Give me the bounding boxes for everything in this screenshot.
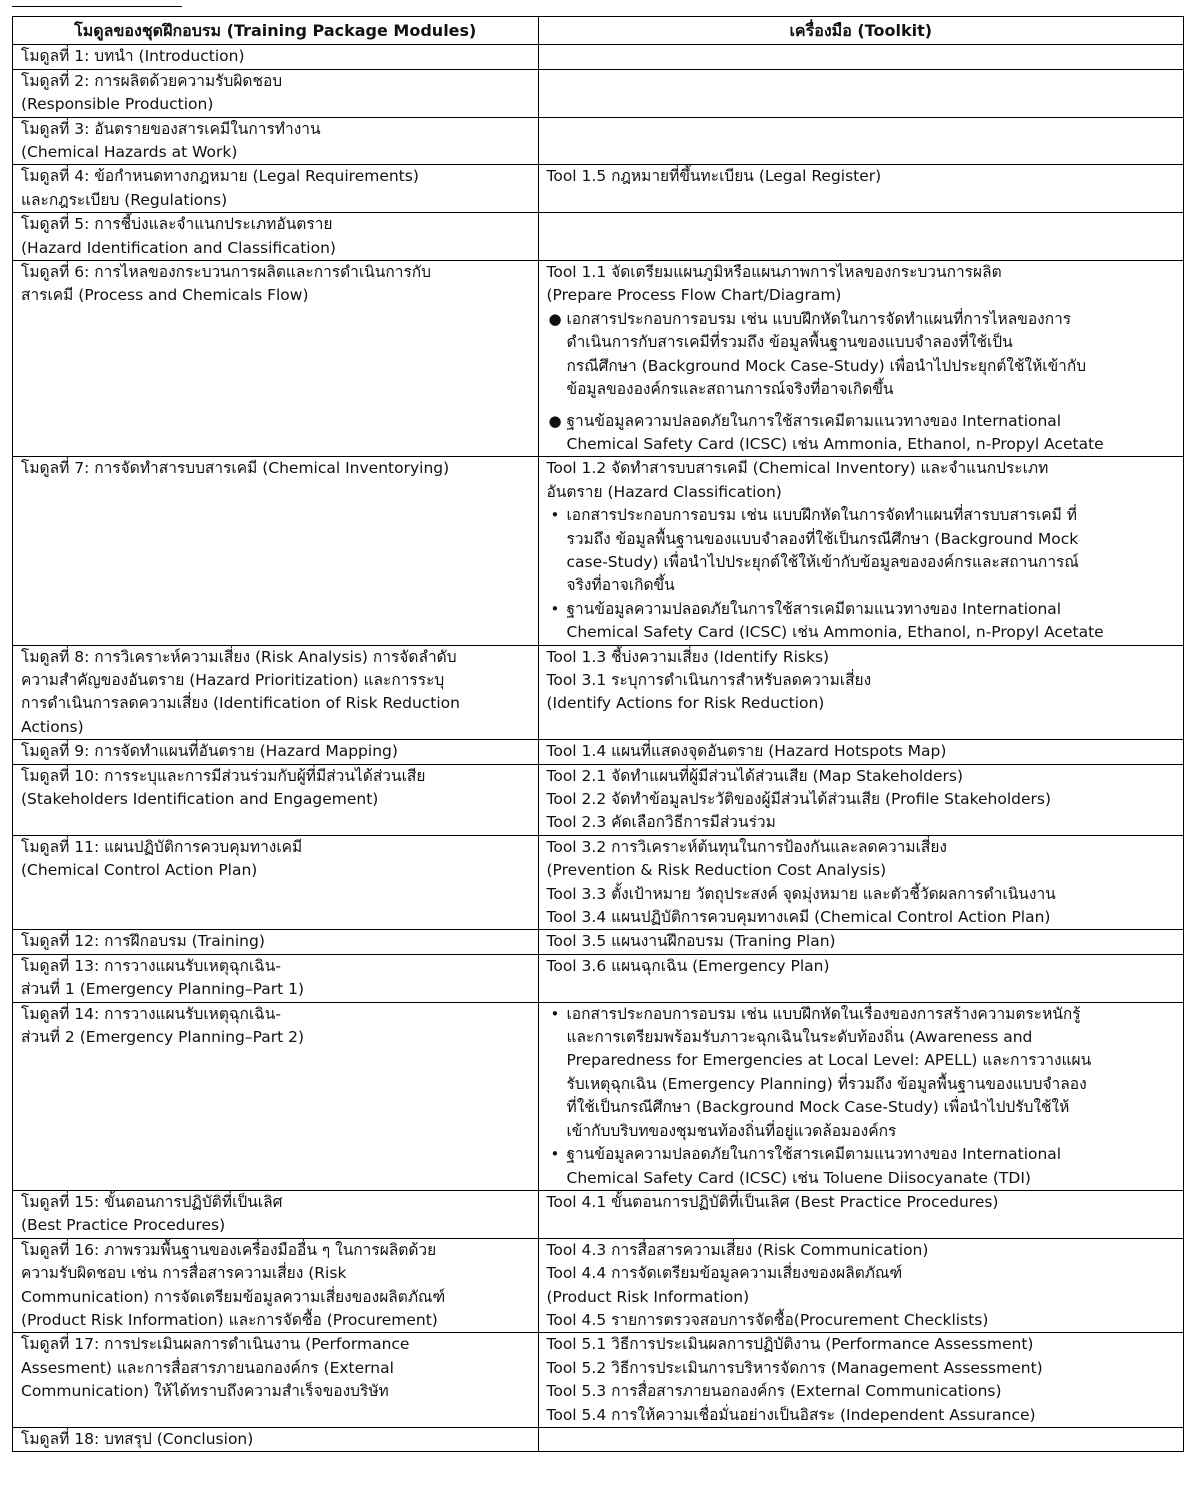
bullet-item [567, 308, 1176, 402]
tool-text: Tool 3.4 แผนปฏิบัติการควบคุมทางเคมี (Chemical Control Action Plan) [546, 908, 1051, 927]
toolkit-column-header: เครื่องมือ (Toolkit) [538, 17, 1184, 45]
module-text: โมดูลที่ 10: การระบุและการมีส่วนร่วมกับผู้ที่มีส่วนได้ส่วนเสีย [21, 766, 426, 785]
toolkit-cell [538, 1238, 1184, 1333]
module-cell [13, 1002, 539, 1190]
tool-text: Tool 1.2 จัดทำสารบบสารเคมี (Chemical Inventory) และจำแนกประเภท [546, 459, 1049, 478]
tool-text: Tool 4.1 ขั้นตอนการปฏิบัติที่เป็นเลิศ (Best Practice Procedures) [546, 1192, 999, 1211]
module-cell [13, 1238, 539, 1333]
bullet-list [547, 308, 1176, 456]
module-cell [13, 740, 539, 764]
module-text: โมดูลที่ 8: การวิเคราะห์ความเสี่ยง (Risk Analysis) การจัดลำดับ [21, 647, 457, 666]
bullet-list [547, 504, 1176, 644]
module-text: (Best Practice Procedures) [21, 1216, 226, 1235]
bullet-text: Chemical Safety Card (ICSC) เช่น Toluene Diisocyanate (TDI) [566, 1168, 1031, 1187]
module-text: โมดูลที่ 14: การวางแผนรับเหตุฉุกเฉิน- [21, 1004, 281, 1023]
bullet-text: • เอกสารประกอบการอบรม เช่น แบบฝึกหัดในเรื่องของการสร้างความตระหนักรู้ [566, 1004, 1081, 1023]
table-row [13, 764, 1184, 835]
tool-text: Tool 1.4 แผนที่แสดงจุดอันตราย (Hazard Hotspots Map) [546, 742, 947, 761]
table-row [13, 457, 1184, 645]
bullet-item [567, 598, 1176, 645]
bullet-text: • เอกสารประกอบการอบรม เช่น แบบฝึกหัดในการจัดทำแผนที่สารบบสารเคมี ที่ [566, 506, 1078, 525]
module-cell [13, 1190, 539, 1238]
module-cell [13, 165, 539, 213]
module-text: โมดูลที่ 13: การวางแผนรับเหตุฉุกเฉิน- [21, 956, 281, 975]
tool-text: Tool 2.3 คัดเลือกวิธีการมีส่วนร่วม [546, 813, 776, 832]
module-text: โมดูลที่ 2: การผลิตด้วยความรับผิดชอบ [21, 71, 283, 90]
bullet-text: ● เอกสารประกอบการอบรม เช่น แบบฝึกหัดในการจัดทำแผนที่การไหลของการ [566, 309, 1072, 328]
toolkit-cell [538, 69, 1184, 117]
toolkit-cell [538, 213, 1184, 261]
toolkit-cell [538, 740, 1184, 764]
table-row [13, 1333, 1184, 1428]
table-row [13, 165, 1184, 213]
table-row [13, 45, 1184, 69]
toolkit-cell [538, 457, 1184, 645]
tool-text: (Product Risk Information) [546, 1287, 750, 1306]
module-cell [13, 645, 539, 740]
tool-text: Tool 2.2 จัดทำข้อมูลประวัติของผู้มีส่วนได้ส่วนเสีย (Profile Stakeholders) [546, 790, 1052, 808]
module-text: ความรับผิดชอบ เช่น การสื่อสารความเสี่ยง (Risk [21, 1264, 347, 1283]
toolkit-cell [538, 954, 1184, 1002]
module-text: โมดูลที่ 17: การประเมินผลการดำเนินงาน (Performance [21, 1335, 410, 1354]
bullet-text: ที่ใช้เป็นกรณีศึกษา (Background Mock Case-Study) เพื่อนำไปปรับใช้ให้ [566, 1098, 1070, 1117]
module-text: Actions) [21, 717, 84, 736]
toolkit-cell [538, 165, 1184, 213]
module-text: โมดูลที่ 5: การชี้บ่งและจำแนกประเภทอันตราย [21, 215, 333, 234]
module-text: การดำเนินการลดความเสี่ยง (Identification of Risk Reduction [21, 694, 460, 713]
module-text: โมดูลที่ 6: การไหลของกระบวนการผลิตและการดำเนินการกับ [21, 263, 432, 282]
top-rule [12, 0, 182, 7]
module-text: Communication) ให้ได้ทราบถึงความสำเร็จของบริษัท [21, 1382, 389, 1401]
bullet-item [567, 504, 1176, 598]
toolkit-cell [538, 1427, 1184, 1451]
module-text: โมดูลที่ 15: ขั้นตอนการปฏิบัติที่เป็นเลิศ [21, 1192, 283, 1211]
tool-text: Tool 5.1 วิธีการประเมินผลการปฏิบัติงาน (Performance Assessment) [546, 1335, 1034, 1354]
module-text: Communication) การจัดเตรียมข้อมูลความเสี่ยงของผลิตภัณฑ์ [21, 1287, 446, 1306]
module-text: (Chemical Hazards at Work) [21, 143, 238, 162]
table-row [13, 954, 1184, 1002]
module-text: โมดูลที่ 4: ข้อกำหนดทางกฎหมาย (Legal Requirements) [21, 167, 419, 186]
tool-text: Tool 5.3 การสื่อสารภายนอกองค์กร (External Communications) [546, 1382, 1002, 1401]
bullet-text: และการเตรียมพร้อมรับภาวะฉุกเฉินในระดับท้องถิ่น (Awareness and [566, 1028, 1033, 1047]
toolkit-cell [538, 261, 1184, 457]
table-row [13, 1190, 1184, 1238]
table-row [13, 1427, 1184, 1451]
toolkit-cell [538, 1333, 1184, 1428]
tool-text: (Prevention & Risk Reduction Cost Analysis) [546, 861, 887, 880]
table-row [13, 740, 1184, 764]
toolkit-cell [538, 835, 1184, 930]
toolkit-cell [538, 764, 1184, 835]
module-cell [13, 261, 539, 457]
bullet-item [567, 1003, 1176, 1143]
tool-text: (Identify Actions for Risk Reduction) [546, 694, 825, 713]
table-row [13, 1238, 1184, 1333]
table-row [13, 261, 1184, 457]
table-row [13, 835, 1184, 930]
bullet-list [547, 1003, 1176, 1190]
toolkit-cell [538, 45, 1184, 69]
bullet-text: เข้ากับบริบทของชุมชนท้องถิ่นที่อยู่แวดล้อมองค์กร [566, 1121, 897, 1140]
tool-text: Tool 3.2 การวิเคราะห์ต้นทุนในการป้องกันและลดความเสี่ยง [546, 837, 947, 856]
module-text: สารเคมี (Process and Chemicals Flow) [21, 286, 309, 305]
tool-text: Tool 1.5 กฎหมายที่ขึ้นทะเบียน (Legal Register) [546, 167, 882, 186]
module-text: (Responsible Production) [21, 95, 214, 114]
module-text: (Stakeholders Identification and Engagement) [21, 790, 379, 808]
module-text: โมดูลที่ 9: การจัดทำแผนที่อันตราย (Hazard Mapping) [21, 742, 398, 761]
table-row [13, 117, 1184, 165]
tool-text: Tool 1.3 ชี้บ่งความเสี่ยง (Identify Risks) [546, 647, 830, 666]
toolkit-cell [538, 645, 1184, 740]
module-text: โมดูลที่ 11: แผนปฏิบัติการควบคุมทางเคมี [21, 837, 303, 856]
module-text: โมดูลที่ 18: บทสรุป (Conclusion) [21, 1429, 254, 1448]
bullet-text: ● ฐานข้อมูลความปลอดภัยในการใช้สารเคมีตามแนวทางของ International [566, 411, 1062, 430]
module-cell [13, 764, 539, 835]
table-row [13, 1002, 1184, 1190]
module-cell [13, 1427, 539, 1451]
bullet-text: รวมถึง ข้อมูลพื้นฐานของแบบจำลองที่ใช้เป็นกรณีศึกษา (Background Mock [566, 529, 1079, 548]
tool-text: Tool 3.1 ระบุการดำเนินการสำหรับลดความเสี่ยง [546, 670, 872, 689]
bullet-text: รับเหตุฉุกเฉิน (Emergency Planning) ที่รวมถึง ข้อมูลพื้นฐานของแบบจำลอง [566, 1074, 1087, 1093]
tool-text: Tool 3.3 ตั้งเป้าหมาย วัตถุประสงค์ จุดมุ่งหมาย และตัวชี้วัดผลการดำเนินงาน [546, 884, 1056, 903]
bullet-text: ข้อมูลขององค์กรและสถานการณ์จริงที่อาจเกิดขึ้น [566, 380, 894, 399]
module-cell [13, 69, 539, 117]
module-text: โมดูลที่ 12: การฝึกอบรม (Training) [21, 932, 265, 951]
table-row [13, 645, 1184, 740]
module-text: ส่วนที่ 2 (Emergency Planning–Part 2) [21, 1028, 305, 1047]
bullet-text: Chemical Safety Card (ICSC) เช่น Ammonia, Ethanol, n-Propyl Acetate [566, 434, 1104, 453]
module-cell [13, 835, 539, 930]
header-row [13, 17, 1184, 45]
tool-text: Tool 1.1 จัดเตรียมแผนภูมิหรือแผนภาพการไหลของกระบวนการผลิต [546, 263, 1002, 282]
tool-text: Tool 3.5 แผนงานฝึกอบรม (Traning Plan) [546, 932, 836, 951]
tool-text: อันตราย (Hazard Classification) [546, 482, 782, 501]
bullet-text: จริงที่อาจเกิดขึ้น [566, 576, 675, 595]
module-text: และกฎระเบียบ (Regulations) [21, 190, 228, 209]
bullet-text: • ฐานข้อมูลความปลอดภัยในการใช้สารเคมีตามแนวทางของ International [566, 1145, 1062, 1164]
module-cell [13, 954, 539, 1002]
module-cell [13, 117, 539, 165]
module-cell [13, 45, 539, 69]
modules-column-header: โมดูลของชุดฝึกอบรม (Training Package Modules) [13, 17, 539, 45]
table-row [13, 69, 1184, 117]
tool-text: Tool 5.4 การให้ความเชื่อมั่นอย่างเป็นอิสระ (Independent Assurance) [546, 1405, 1036, 1424]
toolkit-cell [538, 1002, 1184, 1190]
module-text: ส่วนที่ 1 (Emergency Planning–Part 1) [21, 980, 305, 999]
tool-text: (Prepare Process Flow Chart/Diagram) [546, 286, 842, 305]
tool-text: Tool 4.4 การจัดเตรียมข้อมูลความเสี่ยงของผลิตภัณฑ์ [546, 1264, 903, 1283]
tool-text: Tool 4.3 การสื่อสารความเสี่ยง (Risk Communication) [546, 1240, 929, 1259]
table-row [13, 213, 1184, 261]
bullet-item [567, 1143, 1176, 1190]
module-text: โมดูลที่ 16: ภาพรวมพื้นฐานของเครื่องมืออื่น ๆ ในการผลิตด้วย [21, 1240, 437, 1259]
toolkit-cell [538, 117, 1184, 165]
module-cell [13, 1333, 539, 1428]
module-text: โมดูลที่ 3: อันตรายของสารเคมีในการทำงาน [21, 119, 321, 138]
training-modules-table [12, 16, 1184, 1452]
module-cell [13, 457, 539, 645]
bullet-text: case-Study) เพื่อนำไปประยุกต์ใช้ให้เข้ากับข้อมูลขององค์กรและสถานการณ์ [566, 552, 1079, 571]
tool-text: Tool 3.6 แผนฉุกเฉิน (Emergency Plan) [546, 956, 830, 975]
module-cell [13, 930, 539, 954]
bullet-text: • ฐานข้อมูลความปลอดภัยในการใช้สารเคมีตามแนวทางของ International [566, 599, 1062, 618]
module-text: (Hazard Identification and Classification) [21, 238, 336, 257]
module-text: โมดูลที่ 7: การจัดทำสารบบสารเคมี (Chemical Inventorying) [21, 459, 450, 478]
module-cell [13, 213, 539, 261]
bullet-item [567, 410, 1176, 457]
bullet-text: กรณีศึกษา (Background Mock Case-Study) เพื่อนำไปประยุกต์ใช้ให้เข้ากับ [566, 356, 1087, 375]
toolkit-cell [538, 930, 1184, 954]
bullet-text: Preparedness for Emergencies at Local Level: APELL) และการวางแผน [566, 1051, 1092, 1070]
bullet-text: ดำเนินการกับสารเคมีที่รวมถึง ข้อมูลพื้นฐานของแบบจำลองที่ใช้เป็น [566, 333, 1013, 352]
bullet-text: Chemical Safety Card (ICSC) เช่น Ammonia, Ethanol, n-Propyl Acetate [566, 623, 1104, 642]
module-text: (Product Risk Information) และการจัดซื้อ (Procurement) [21, 1310, 438, 1329]
tool-text: Tool 5.2 วิธีการประเมินการบริหารจัดการ (Management Assessment) [546, 1358, 1043, 1377]
toolkit-cell [538, 1190, 1184, 1238]
tool-text: Tool 4.5 รายการตรวจสอบการจัดซื้อ(Procurement Checklists) [546, 1310, 989, 1329]
module-text: ความสำคัญของอันตราย (Hazard Prioritization) และการระบุ [21, 670, 445, 689]
module-text: (Chemical Control Action Plan) [21, 861, 258, 880]
tool-text: Tool 2.1 จัดทำแผนที่ผู้มีส่วนได้ส่วนเสีย (Map Stakeholders) [546, 766, 964, 785]
table-row [13, 930, 1184, 954]
module-text: โมดูลที่ 1: บทนำ (Introduction) [21, 47, 245, 66]
module-text: Assesment) และการสื่อสารภายนอกองค์กร (External [21, 1358, 394, 1377]
